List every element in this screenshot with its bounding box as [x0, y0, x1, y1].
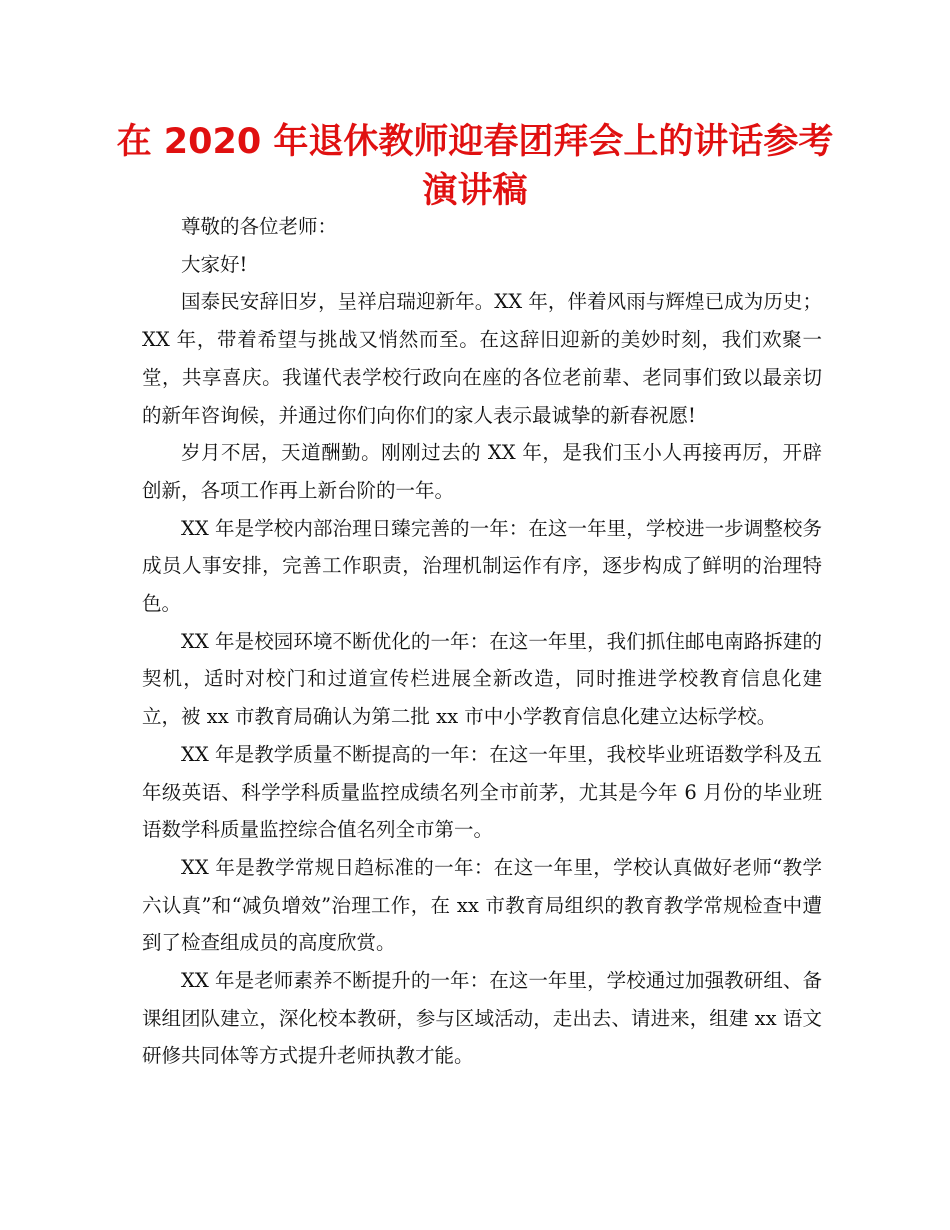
paragraph: XX 年是教学常规日趋标准的一年：在这一年里，学校认真做好老师“教学六认真”和“减负增效”治理工作，在 xx 市教育局组织的教育教学常规检查中遭到了检查组成员的高度欣赏。 — [142, 855, 822, 955]
document-title: 在 2020 年退休教师迎春团拜会上的讲话参考演讲稿 — [116, 122, 834, 211]
paragraph: 国泰民安辞旧岁，呈祥启瑞迎新年。XX 年，伴着风雨与辉煌已成为历史；XX 年，带着希望与挑战又悄然而至。在这辞旧迎新的美妙时刻，我们欢聚一堂，共享喜庆。我谨代表学校行政向在座的各位老前辈、老同事们致以最亲切的新年咨询候，并通过你们向你们的家人表示最诚挚的新春祝愿! — [142, 290, 822, 427]
paragraph: XX 年是教学质量不断提高的一年：在这一年里，我校毕业班语数学科及五年级英语、科学学科质量监控成绩名列全市前茅，尤其是今年 6 月份的毕业班语数学科质量监控综合值名列全市第一。 — [142, 742, 822, 842]
greeting: 大家好! — [181, 252, 248, 276]
paragraph: XX 年是老师素养不断提升的一年：在这一年里，学校通过加强教研组、备课组团队建立，深化校本教研，参与区域活动，走出去、请进来，组建 xx 语文研修共同体等方式提升老师执教才能。 — [142, 969, 822, 1068]
document-body — [142, 208, 822, 1075]
paragraph: 岁月不居，天道酬勤。刚刚过去的 XX 年，是我们玉小人再接再厉，开辟创新，各项工作再上新台阶的一年。 — [142, 441, 822, 502]
paragraph: XX 年是校园环境不断优化的一年：在这一年里，我们抓住邮电南路拆建的契机，适时对校门和过道宣传栏进展全新改造，同时推进学校教育信息化建立，被 xx 市教育局确认为第二批 xx 市中小学教育信息化建立达标学校。 — [142, 629, 822, 729]
paragraph: XX 年是学校内部治理日臻完善的一年：在这一年里，学校进一步调整校务成员人事安排，完善工作职责，治理机制运作有序，逐步构成了鲜明的治理特色。 — [142, 516, 822, 616]
salutation: 尊敬的各位老师： — [181, 215, 338, 238]
